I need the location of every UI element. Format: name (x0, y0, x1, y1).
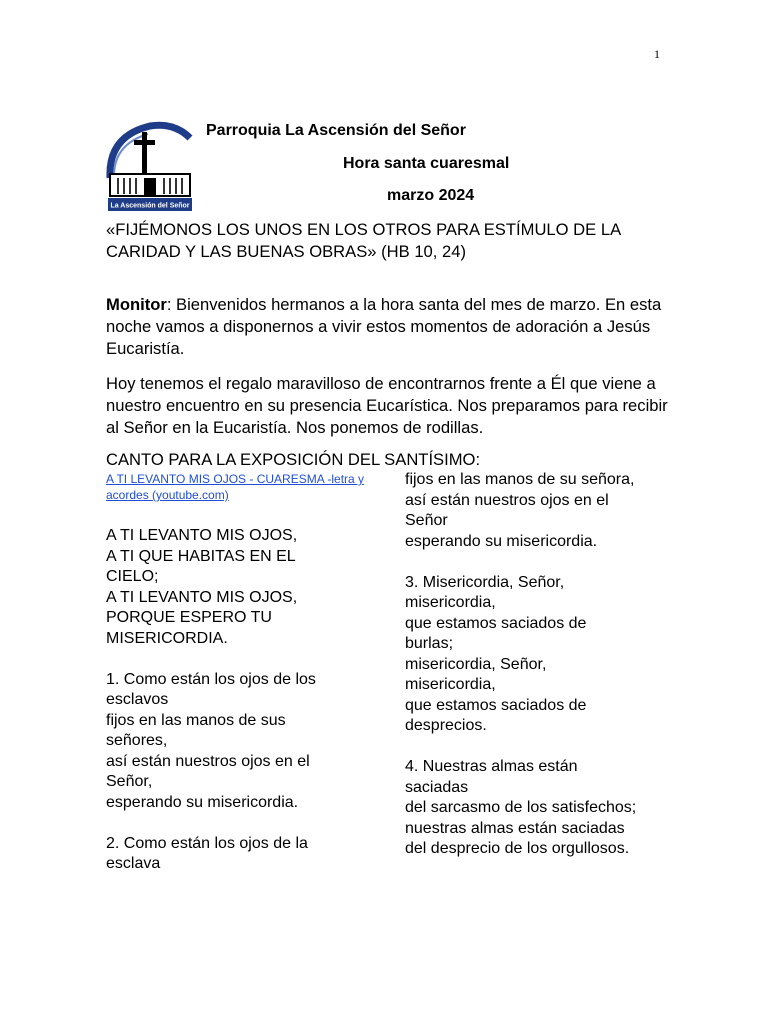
lyric-line: 1. Como están los ojos de los (106, 670, 316, 688)
lyric-line: desprecios. (405, 717, 487, 734)
lyric-line: del sarcasmo de los satisfechos; (405, 799, 637, 816)
page-title: Hora santa cuaresmal (343, 155, 510, 172)
lyric-line: esperando su misericordia. (405, 532, 598, 550)
lyric-line: MISERICORDIA. (106, 629, 228, 647)
logo-caption: La Ascensión del Señor (110, 202, 190, 210)
lyric-line: misericordia, (405, 676, 496, 693)
parish-logo (104, 118, 196, 214)
lyric-line: fijos en las manos de sus (106, 711, 286, 729)
monitor-paragraph (106, 294, 672, 360)
lyrics-right-column (405, 470, 671, 860)
stanza-gap (405, 552, 671, 573)
lyric-line: nuestras almas están saciadas (405, 819, 625, 837)
lyric-line: esclava (106, 855, 161, 872)
lyric-line: Señor, (106, 773, 153, 790)
lyric-line: Señor (405, 512, 448, 529)
lyric-line: 4. Nuestras almas están (405, 758, 578, 775)
page-number: 1 (654, 47, 660, 61)
lyric-line: 3. Misericordia, Señor, (405, 573, 565, 591)
lyric-line: 2. Como están los ojos de la (106, 834, 308, 852)
lyric-line: esperando su misericordia. (106, 793, 299, 811)
lyric-line: CIELO; (106, 568, 159, 585)
lyrics-left-column (106, 526, 356, 875)
intro-paragraph: Hoy tenemos el regalo maravilloso de encontrarnos frente a Él que viene a nuestro encuentro en su presencia Eucarística. Nos preparamos para recibir al Señor en la Eucaristía. Nos ponemos de rodillas. (106, 374, 668, 437)
lyric-line: A TI QUE HABITAS EN EL (106, 547, 296, 565)
lyric-line: del desprecio de los orgullosos. (405, 840, 630, 857)
song-heading: CANTO PARA LA EXPOSICIÓN DEL SANTÍSIMO: (106, 450, 481, 469)
monitor-label: Monitor (106, 295, 167, 314)
lyric-line: A TI LEVANTO MIS OJOS, (106, 527, 298, 544)
lyric-line: así están nuestros ojos en el (405, 491, 609, 509)
lyric-line: que estamos saciados de (405, 614, 587, 632)
song-video-link[interactable]: A TI LEVANTO MIS OJOS - CUARESMA -letra y acordes (youtube.com) (106, 472, 365, 502)
stanza-gap (106, 813, 356, 834)
monitor-text: : Bienvenidos hermanos a la hora santa del mes de marzo. En esta noche vamos a disponernos a vivir estos momentos de adoración a Jesús Eucaristía. (106, 295, 662, 358)
lyric-line: misericordia, Señor, (405, 655, 547, 673)
page-date: marzo 2024 (387, 187, 475, 204)
lyric-line: misericordia, (405, 594, 496, 611)
stanza-gap (106, 649, 356, 670)
theme-quote: «FIJÉMONOS LOS UNOS EN LOS OTROS PARA ESTÍMULO DE LA CARIDAD Y LAS BUENAS OBRAS» (HB 10, 24) (106, 220, 621, 261)
lyric-line: saciadas (405, 778, 469, 796)
lyric-line: esclavos (106, 691, 169, 708)
lyric-line: fijos en las manos de su señora, (405, 471, 635, 488)
lyric-line: burlas; (405, 635, 454, 652)
stanza-gap (405, 737, 671, 758)
parish-name: Parroquia La Ascensión del Señor (206, 122, 466, 139)
church-logo-icon (104, 118, 196, 214)
lyric-line: PORQUE ESPERO TU (106, 609, 272, 626)
lyric-line: A TI LEVANTO MIS OJOS, (106, 588, 298, 606)
lyric-line: señores, (106, 732, 168, 749)
lyric-line: así están nuestros ojos en el (106, 752, 310, 770)
lyric-line: que estamos saciados de (405, 696, 587, 714)
